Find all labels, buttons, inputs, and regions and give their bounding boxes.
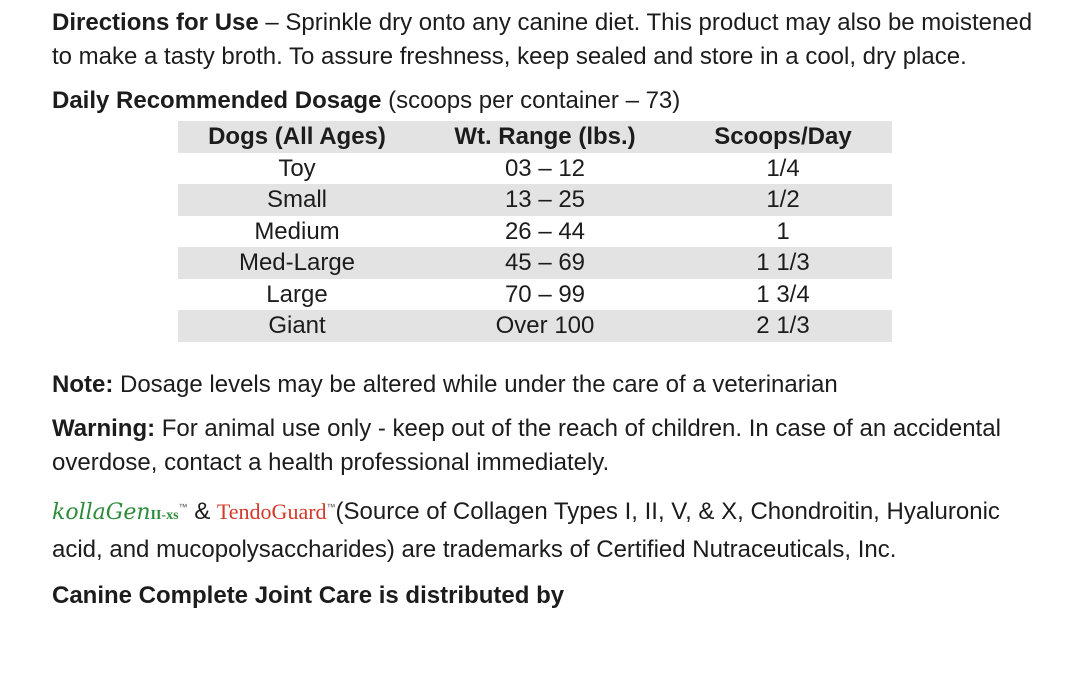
table-cell: 1 3/4: [756, 280, 810, 308]
dosage-text: (scoops per container – 73): [381, 87, 681, 114]
directions-text: – Sprinkle dry onto any canine diet. This product may also be moistened to make a tasty broth. To assure freshness, keep sealed and store in a cool, dry place.: [52, 9, 1033, 70]
table-cell: 1: [776, 217, 790, 245]
tendoguard-logo: TendoGuard: [216, 498, 327, 524]
kollagen-tm-mark: ™: [178, 501, 188, 512]
table-cell: 26 – 44: [504, 217, 586, 245]
table-row: [178, 184, 892, 216]
note-paragraph: [52, 368, 1052, 402]
distributed-by-line: Canine Complete Joint Care is distributed by: [52, 581, 565, 609]
dosage-table: [178, 121, 892, 342]
trademark-text: (Source of Collagen Types I, II, V, & X, Chondroitin, Hyaluronic acid, and mucopolysaccharides) are trademarks of Certified Nutraceuticals, Inc.: [52, 497, 1000, 563]
table-row: [178, 153, 892, 185]
column-header-weight: Wt. Range (lbs.): [416, 121, 674, 153]
table-cell: Medium: [254, 217, 340, 245]
warning-text: For animal use only - keep out of the reach of children. In case of an accidental overdose, contact a health professional immediately.: [52, 414, 1001, 476]
table-cell: Small: [178, 184, 416, 216]
tendoguard-tm-mark: ™: [326, 501, 336, 512]
table-cell: Toy: [278, 154, 316, 182]
table-header-row: [178, 121, 892, 153]
table-cell: 13 – 25: [416, 184, 674, 216]
table-cell: 45 – 69: [416, 247, 674, 279]
label-document: [52, 6, 1052, 613]
dosage-heading: Daily Recommended Dosage: [52, 87, 382, 114]
table-cell: 1 1/3: [674, 247, 892, 279]
note-heading: Note:: [52, 370, 114, 398]
table-cell: Large: [266, 280, 328, 308]
table-cell: Over 100: [416, 310, 674, 342]
note-text: Dosage levels may be altered while under the care of a veterinarian: [113, 370, 838, 398]
directions-paragraph: [52, 6, 1052, 74]
table-row: [178, 279, 892, 311]
kollagen-logo: kollaGen: [52, 499, 151, 525]
table-row: [178, 247, 892, 279]
warning-heading: Warning:: [52, 414, 156, 442]
table-cell: 1/4: [766, 154, 800, 182]
table-row: [178, 310, 892, 342]
table-row: [178, 216, 892, 248]
dosage-paragraph: [52, 84, 1052, 118]
table-cell: Med-Large: [178, 247, 416, 279]
table-cell: Giant: [178, 310, 416, 342]
kollagen-logo-suffix: II-xs: [150, 507, 179, 523]
table-cell: 03 – 12: [504, 154, 586, 182]
directions-heading: Directions for Use: [52, 9, 259, 36]
table-cell: 1/2: [674, 184, 892, 216]
table-cell: 70 – 99: [504, 280, 586, 308]
column-header-dogs: Dogs (All Ages): [178, 121, 416, 153]
column-header-scoops: Scoops/Day: [674, 121, 892, 153]
trademark-paragraph: [52, 490, 1052, 567]
ampersand: &: [187, 497, 217, 525]
table-cell: 2 1/3: [674, 310, 892, 342]
warning-paragraph: [52, 412, 1052, 480]
